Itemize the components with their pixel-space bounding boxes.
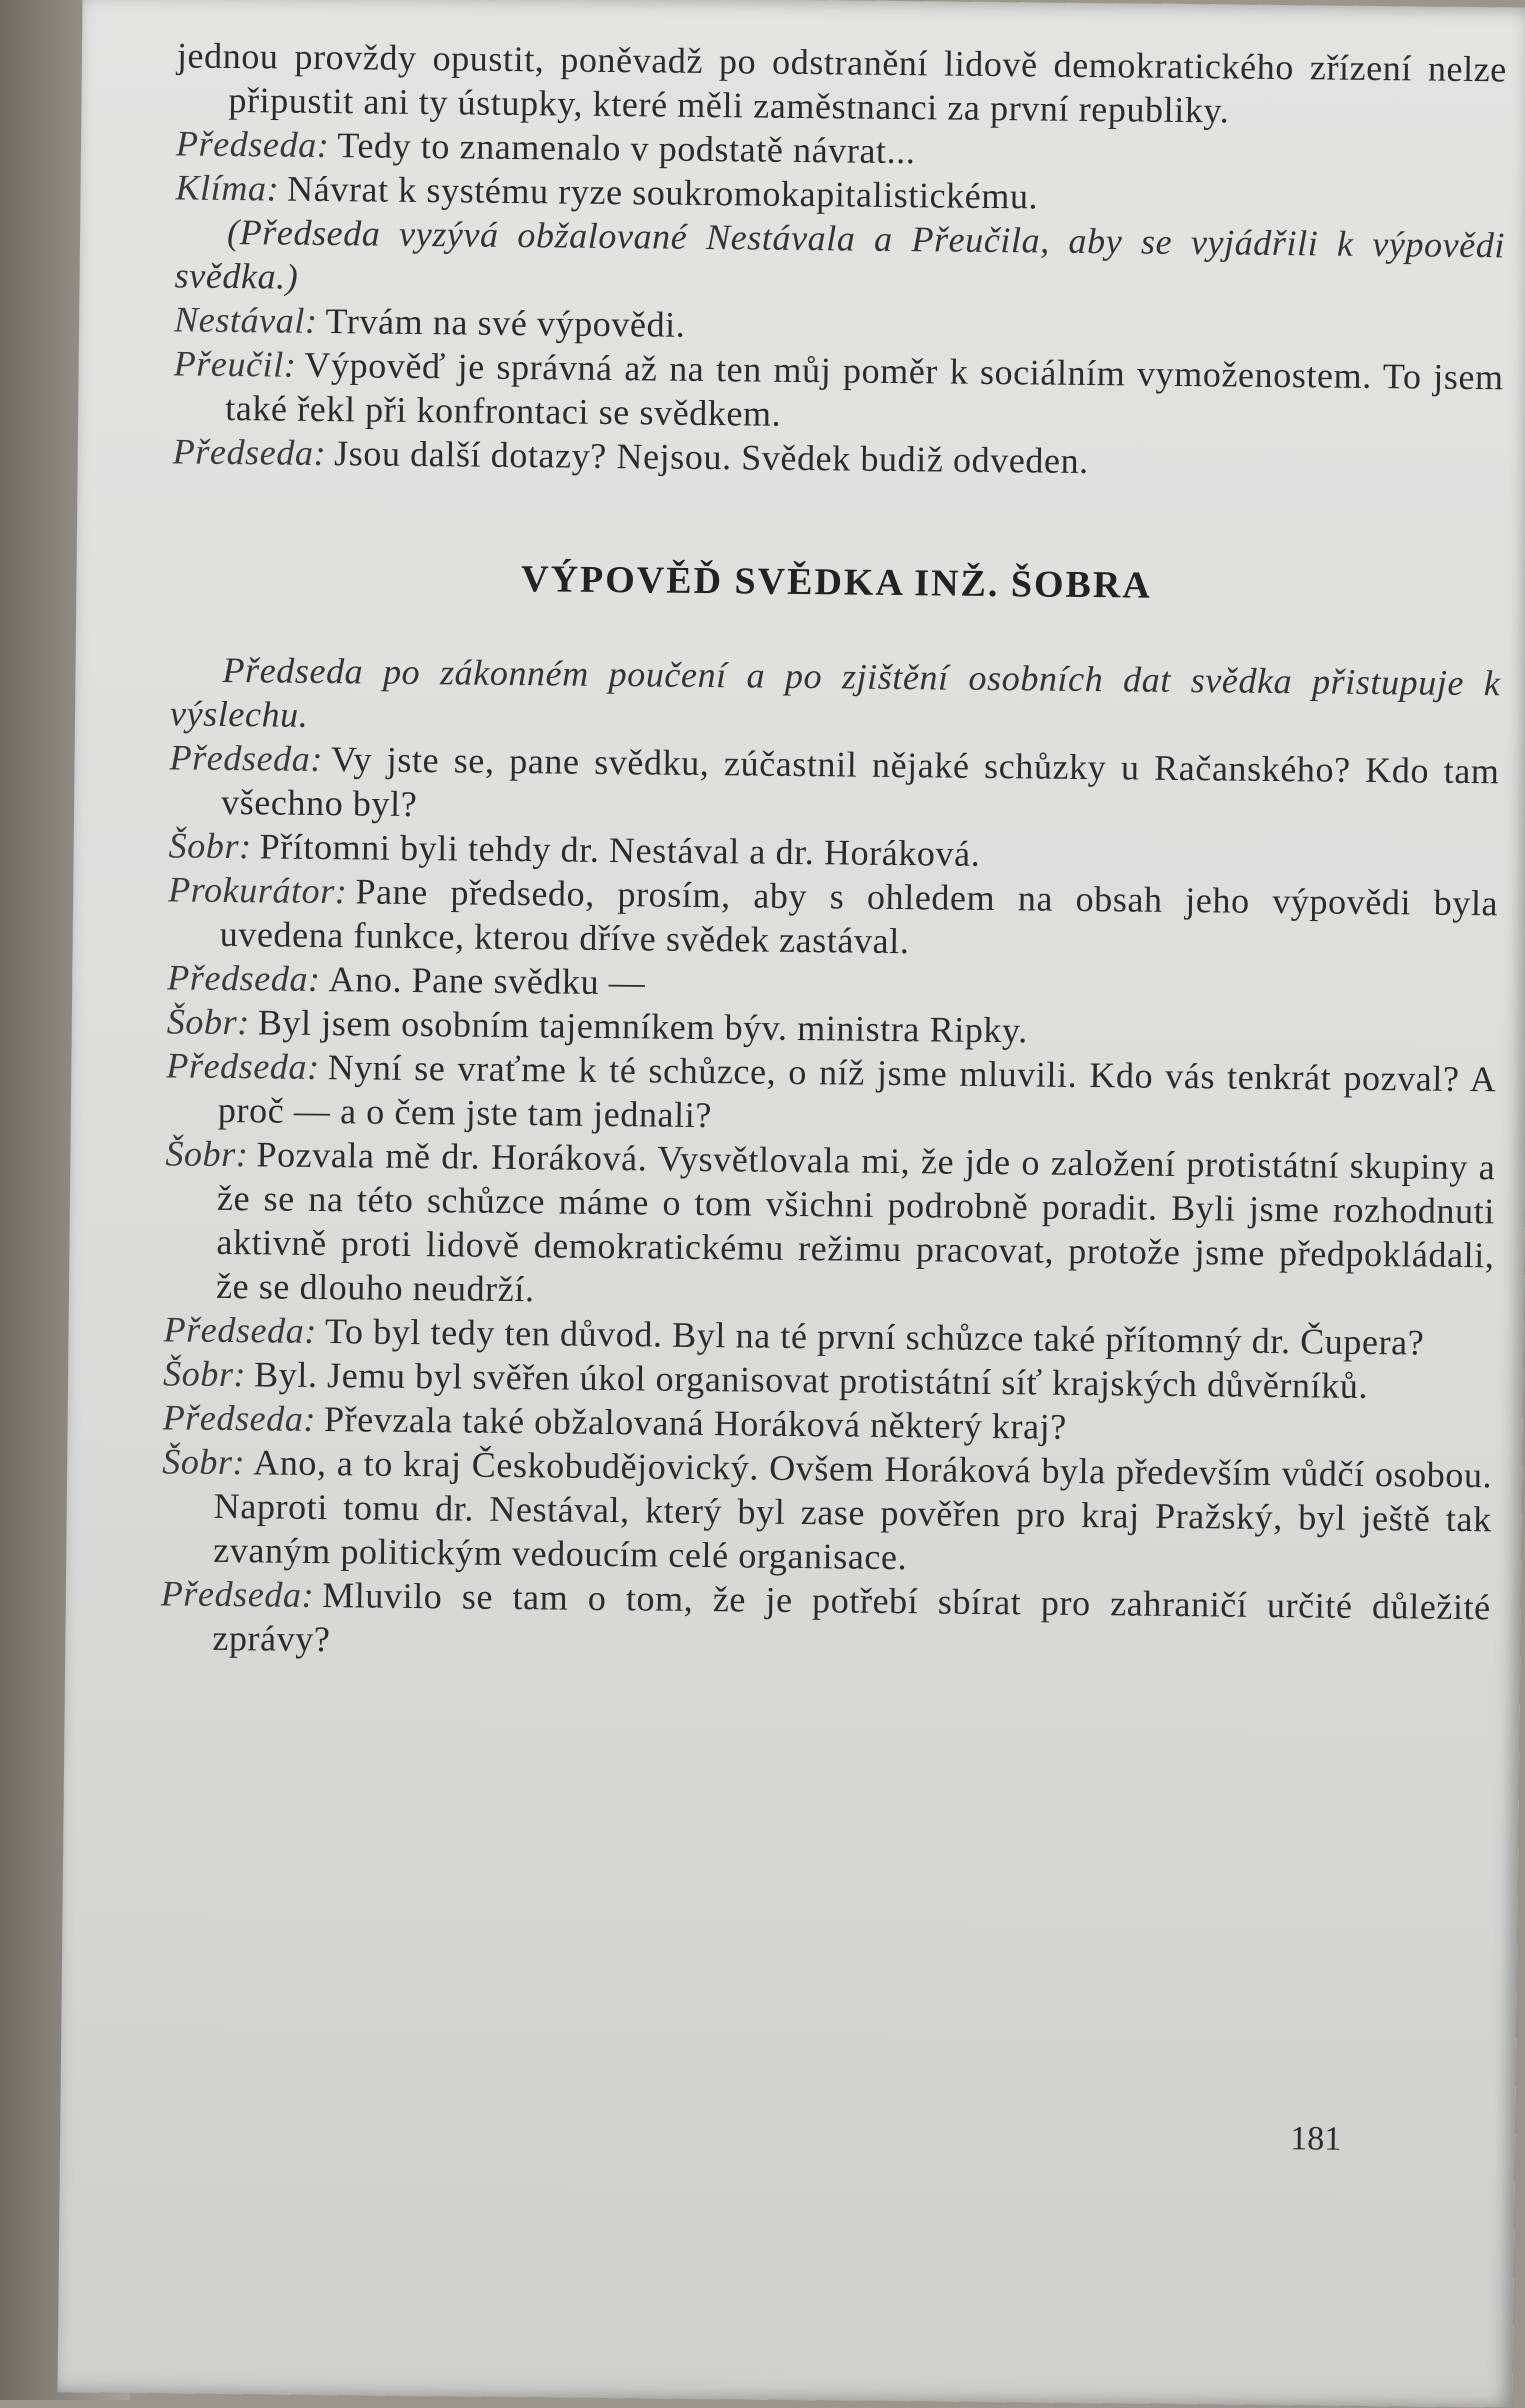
utterance: Jsou další dotazy? Nejsou. Svědek budiž odveden.: [334, 433, 1089, 481]
stage-direction: Předseda po zákonném poučení a po zjištění osobních dat svědka přistupuje k výslechu.: [170, 647, 1501, 749]
book-page: [57, 0, 1525, 2408]
speaker-label: Šobr:: [168, 825, 251, 866]
utterance: Byl jsem osobním tajemníkem býv. ministra Ripky.: [258, 1002, 1028, 1050]
utterance: Pozvala mě dr. Horáková. Vysvětlovala mi, že jde o založení protistátní skupiny a že se na této schůzce máme o tom všichni podrobně poradit. Byli jsme rozhodnuti aktivně proti lidově demokratickému režimu pracovat, protože jsme předpokládali, že se dlouho neudrží.: [216, 1134, 1496, 1309]
speaker-label: Předseda:: [173, 431, 327, 473]
speaker-label: Prokurátor:: [168, 869, 348, 911]
speaker-label: Klíma:: [175, 167, 279, 208]
utterance: Výpověď je správná až na ten můj poměr k sociálním vymoženostem. To jsem také řekl při konfrontaci se svědkem.: [225, 345, 1504, 434]
utterance: Nyní se vraťme k té schůzce, o níž jsme mluvili. Kdo vás tenkrát pozval? A proč — a o čem jste tam jednali?: [218, 1047, 1497, 1135]
utterance: Pane předsedo, prosím, aby s ohledem na obsah jeho výpovědi byla uvedena funkce, kterou dříve svědek zastával.: [220, 871, 1499, 961]
utterance: Mluvilo se tam o tom, že je potřebí sbírat pro zahraničí určité důležité zprávy?: [212, 1575, 1491, 1659]
speaker-label: Šobr:: [165, 1133, 248, 1174]
speaker-label: Předseda:: [166, 1045, 320, 1087]
speaker-label: Předseda:: [167, 957, 321, 999]
speaker-label: Předseda:: [169, 737, 323, 779]
speaker-label: Šobr:: [167, 1001, 250, 1042]
transcript-line: [161, 1439, 1492, 1585]
transcript-line: [168, 867, 1499, 969]
utterance: Ano. Pane svědku —: [328, 959, 645, 1002]
section-heading: VÝPOVĚĎ SVĚDKA INŽ. ŠOBRA: [171, 553, 1501, 611]
utterance: Ano, a to kraj Českobudějovický. Ovšem Horáková byla především vůdčí osobou. Naproti tomu dr. Nestával, který byl zase pověřen pro kraj Pražský, byl ještě tak zvaným politickým vedoucím celé organisace.: [213, 1442, 1492, 1577]
transcript-line: [160, 1571, 1491, 1673]
utterance: Přítomni byli tehdy dr. Nestával a dr. Horáková.: [259, 826, 980, 874]
speaker-label: Šobr:: [162, 1441, 245, 1482]
utterance: Vy jste se, pane svědku, zúčastnil nějaké schůzky u Račanského? Kdo tam všechno byl?: [221, 739, 1500, 824]
speaker-label: Předseda:: [163, 1309, 317, 1351]
transcript-continued: [173, 33, 1508, 487]
utterance: To byl tedy ten důvod. Byl na té první schůzce také přítomný dr. Čupera?: [325, 1311, 1425, 1363]
transcript-line: [166, 1043, 1497, 1145]
speaker-label: Předseda:: [162, 1397, 316, 1439]
witness-testimony: [160, 647, 1501, 1673]
speaker-label: Nestával:: [174, 299, 318, 340]
speaker-label: Šobr:: [163, 1353, 246, 1394]
speaker-label: Předseda:: [161, 1573, 315, 1615]
utterance: Byl. Jemu byl svěřen úkol organisovat protistátní síť krajských důvěrníků.: [254, 1354, 1368, 1406]
utterance: Převzala také obžalovaná Horáková některý kraj?: [324, 1399, 1067, 1447]
transcript-line: [164, 1131, 1496, 1321]
page-number: 181: [1290, 2120, 1341, 2159]
utterance: Trvám na své výpovědi.: [325, 301, 685, 345]
utterance: Návrat k systému ryze soukromokapitalistickému.: [287, 169, 1038, 217]
utterance: jednou provždy opustit, poněvadž po odstranění lidově demokratického zřízení nelze připustit ani ty ústupky, které měli zaměstnanci za první republiky.: [177, 35, 1507, 130]
transcript-line: [169, 735, 1500, 837]
page-text-area: [160, 23, 1507, 1673]
speaker-label: Přeučil:: [174, 343, 297, 384]
transcript-line: [176, 33, 1507, 135]
utterance: Tedy to znamenalo v podstatě návrat...: [337, 125, 915, 171]
stage-direction: (Předseda vyzývá obžalované Nestávala a Přeučila, aby se vyjádřili k výpovědi svědka.): [174, 209, 1505, 311]
speaker-label: Předseda:: [176, 123, 330, 165]
transcript-line: [173, 341, 1504, 443]
